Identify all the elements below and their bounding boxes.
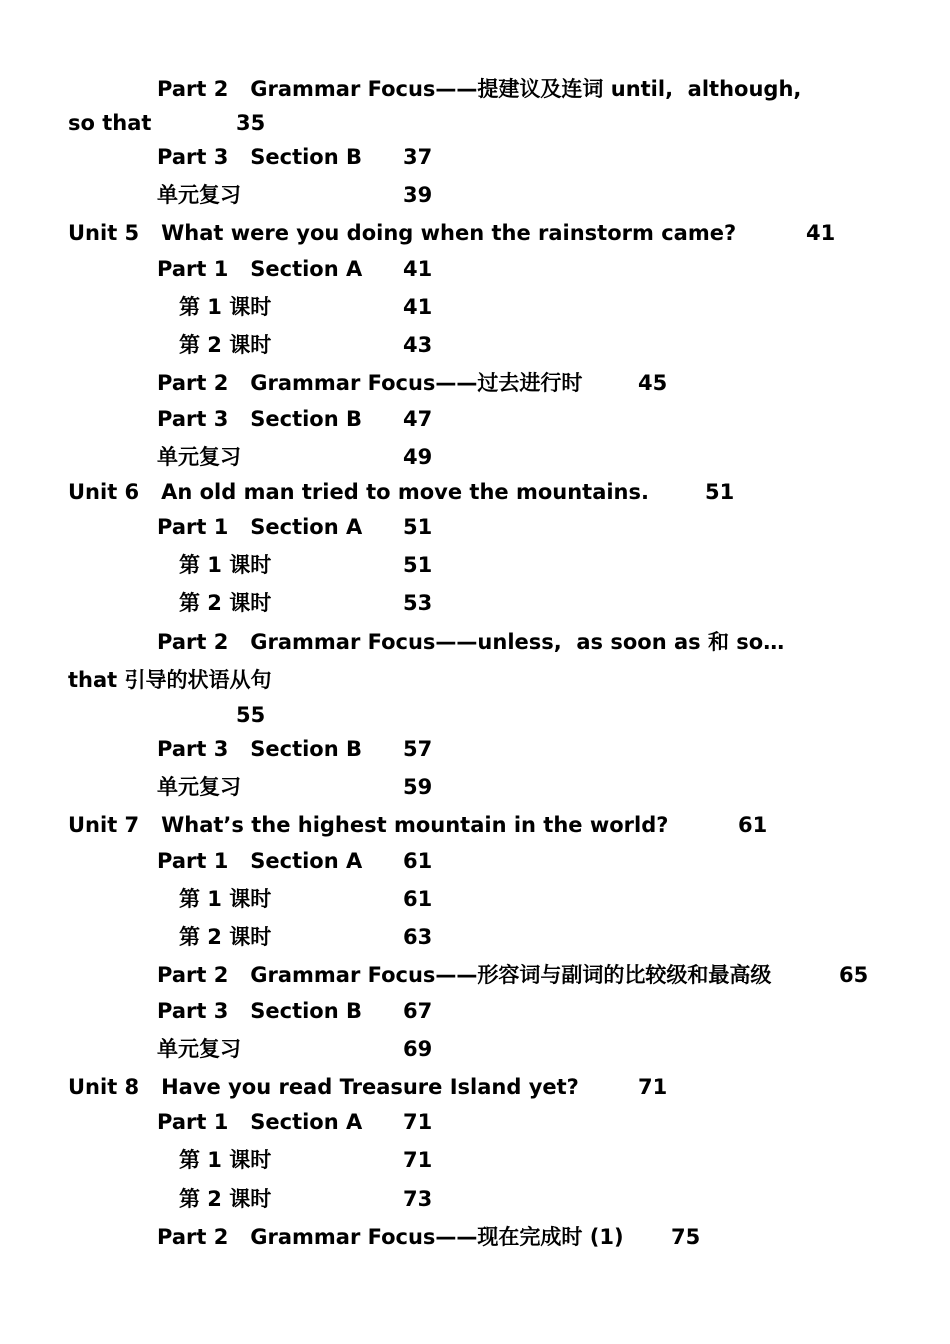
entry-title: Unit 6 An old man tried to move the mountains. — [68, 480, 649, 504]
toc-entry-part1[interactable] — [0, 254, 950, 284]
toc-entry-lesson-1[interactable] — [0, 1145, 950, 1175]
entry-page-number: 67 — [403, 999, 433, 1023]
entry-page-number: 69 — [403, 1037, 433, 1061]
toc-entry-lesson-1[interactable] — [0, 292, 950, 322]
entry-title: 单元复习 — [157, 445, 241, 469]
entry-page-number: 71 — [638, 1075, 668, 1099]
entry-page-number: 71 — [403, 1110, 433, 1134]
toc-entry-review[interactable] — [0, 772, 950, 802]
entry-page-number: 61 — [738, 813, 768, 837]
entry-page-number: 49 — [403, 445, 433, 469]
entry-title: Part 2 Grammar Focus——现在完成时 (1) — [157, 1225, 624, 1249]
entry-page-number: 37 — [403, 145, 433, 169]
toc-entry-part1[interactable] — [0, 1107, 950, 1137]
entry-title: 第 2 课时 — [179, 591, 272, 615]
entry-page-number: 61 — [403, 849, 433, 873]
entry-title: so that — [68, 111, 152, 135]
entry-page-number: 45 — [638, 371, 668, 395]
entry-title: 第 2 课时 — [179, 1187, 272, 1211]
entry-title: Part 3 Section B — [157, 737, 362, 761]
toc-entry-lesson-2[interactable] — [0, 588, 950, 618]
entry-title: Part 3 Section B — [157, 145, 362, 169]
entry-title: 第 2 课时 — [179, 925, 272, 949]
entry-title: 第 1 课时 — [179, 1148, 272, 1172]
entry-title: Part 3 Section B — [157, 407, 362, 431]
toc-entry-continuation-page[interactable] — [0, 700, 950, 730]
entry-title: 第 1 课时 — [179, 887, 272, 911]
toc-entry-part2[interactable] — [0, 627, 950, 657]
entry-page-number: 55 — [236, 703, 266, 727]
entry-title: 单元复习 — [157, 775, 241, 799]
toc-entry-part3[interactable] — [0, 142, 950, 172]
entry-page-number: 57 — [403, 737, 433, 761]
entry-title: 单元复习 — [157, 183, 241, 207]
entry-title: 第 2 课时 — [179, 333, 272, 357]
toc-entry-part2[interactable] — [0, 368, 950, 398]
entry-title: Part 2 Grammar Focus——形容词与副词的比较级和最高级 — [157, 963, 772, 987]
entry-title: Unit 8 Have you read Treasure Island yet? — [68, 1075, 579, 1099]
entry-title: Part 1 Section A — [157, 1110, 363, 1134]
toc-entry-lesson-1[interactable] — [0, 550, 950, 580]
toc-entry-lesson-2[interactable] — [0, 330, 950, 360]
toc-entry-lesson-1[interactable] — [0, 884, 950, 914]
entry-title: 单元复习 — [157, 1037, 241, 1061]
toc-entry-review[interactable] — [0, 442, 950, 472]
toc-entry-review[interactable] — [0, 1034, 950, 1064]
entry-title: Part 1 Section A — [157, 849, 363, 873]
toc-entry-lesson-2[interactable] — [0, 1184, 950, 1214]
entry-page-number: 41 — [806, 221, 836, 245]
entry-title: 第 1 课时 — [179, 295, 272, 319]
toc-entry-unit-6[interactable] — [0, 477, 950, 507]
toc-entry-part1[interactable] — [0, 512, 950, 542]
entry-page-number: 41 — [403, 257, 433, 281]
entry-title: Unit 5 What were you doing when the rainstorm came? — [68, 221, 737, 245]
toc-entry-part3[interactable] — [0, 734, 950, 764]
entry-page-number: 75 — [671, 1225, 701, 1249]
entry-title: Part 1 Section A — [157, 515, 363, 539]
toc-entry-part2[interactable] — [0, 1222, 950, 1252]
entry-title: Part 2 Grammar Focus——提建议及连词 until, although, — [157, 77, 802, 101]
entry-title: Part 1 Section A — [157, 257, 363, 281]
entry-page-number: 53 — [403, 591, 433, 615]
entry-page-number: 51 — [705, 480, 735, 504]
toc-entry-continuation[interactable] — [0, 108, 950, 138]
entry-title: Part 2 Grammar Focus——unless, as soon as 和 so… — [157, 630, 785, 654]
entry-title: 第 1 课时 — [179, 553, 272, 577]
entry-page-number: 43 — [403, 333, 433, 357]
toc-entry-part3[interactable] — [0, 996, 950, 1026]
entry-page-number: 41 — [403, 295, 433, 319]
toc-entry-part2-grammar-unit4[interactable] — [0, 74, 950, 104]
entry-page-number: 73 — [403, 1187, 433, 1211]
entry-title: Part 3 Section B — [157, 999, 362, 1023]
entry-page-number: 61 — [403, 887, 433, 911]
entry-page-number: 35 — [236, 111, 266, 135]
toc-entry-unit-7[interactable] — [0, 810, 950, 840]
entry-title: Part 2 Grammar Focus——过去进行时 — [157, 371, 583, 395]
toc-entry-unit-5[interactable] — [0, 218, 950, 248]
entry-page-number: 59 — [403, 775, 433, 799]
entry-page-number: 47 — [403, 407, 433, 431]
toc-entry-unit-8[interactable] — [0, 1072, 950, 1102]
entry-title: Unit 7 What’s the highest mountain in the world? — [68, 813, 669, 837]
toc-entry-part3[interactable] — [0, 404, 950, 434]
entry-page-number: 51 — [403, 515, 433, 539]
toc-entry-review[interactable] — [0, 180, 950, 210]
entry-page-number: 51 — [403, 553, 433, 577]
toc-entry-continuation[interactable] — [0, 665, 950, 695]
entry-title: that 引导的状语从句 — [68, 668, 272, 692]
entry-page-number: 65 — [839, 963, 869, 987]
entry-page-number: 39 — [403, 183, 433, 207]
toc-entry-lesson-2[interactable] — [0, 922, 950, 952]
toc-entry-part1[interactable] — [0, 846, 950, 876]
entry-page-number: 71 — [403, 1148, 433, 1172]
toc-entry-part2[interactable] — [0, 960, 950, 990]
entry-page-number: 63 — [403, 925, 433, 949]
